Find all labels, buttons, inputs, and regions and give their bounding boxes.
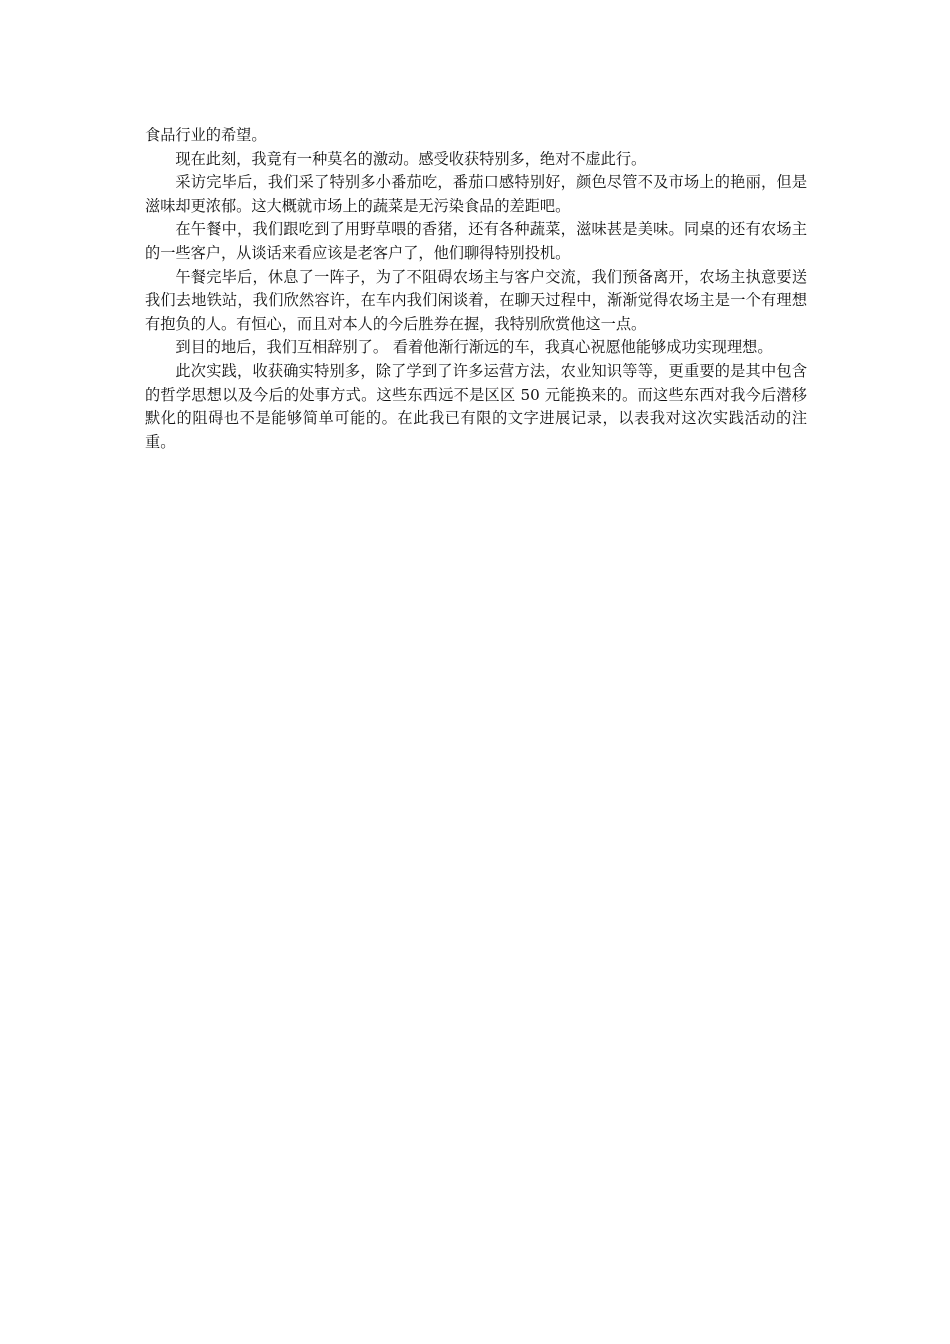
paragraph-continuation: 食品行业的希望。 xyxy=(145,126,267,144)
paragraph: 在午餐中，我们跟吃到了用野草喂的香猪，还有各种蔬菜，滋味甚是美味。同桌的还有农场主的一些客户，从谈话来看应该是老客户了，他们聊得特别投机。 xyxy=(145,220,807,262)
paragraph: 采访完毕后，我们采了特别多小番茄吃，番茄口感特别好，颜色尽管不及市场上的艳丽，但是滋味却更浓郁。这大概就市场上的蔬菜是无污染食品的差距吧。 xyxy=(145,173,807,215)
paragraph: 现在此刻，我竟有一种莫名的激动。感受收获特别多，绝对不虚此行。 xyxy=(175,149,647,168)
paragraph: 此次实践，收获确实特别多，除了学到了许多运营方法，农业知识等等，更重要的是其中包含的哲学思想以及今后的处事方式。这些东西远不是区区 50 元能换来的。而这些东西对我今后潜移默化的阻碍也不是能够简单可能的。在此我已有限的文字进展记录，以表我对这次实践活动的注重。 xyxy=(145,361,807,451)
paragraph: 到目的地后，我们互相辞别了。 看着他渐行渐远的车，我真心祝愿他能够成功实现理想。 xyxy=(175,338,773,357)
paragraph: 午餐完毕后，休息了一阵子，为了不阻碍农场主与客户交流，我们预备离开，农场主执意要送我们去地铁站，我们欣然容许，在车内我们闲谈着，在聊天过程中，渐渐觉得农场主是一个有理想有抱负的人。有恒心，而且对本人的今后胜券在握，我特别欣赏他这一点。 xyxy=(145,267,807,333)
document-body xyxy=(145,124,807,454)
